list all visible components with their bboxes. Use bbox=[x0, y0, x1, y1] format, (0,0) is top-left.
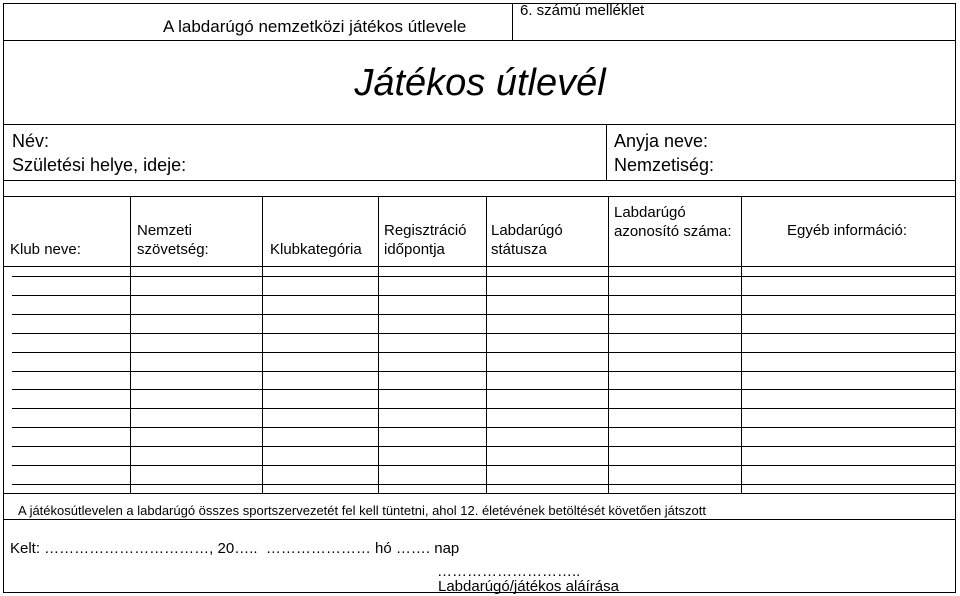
header-other-info: Egyéb információ: bbox=[787, 222, 908, 239]
header-club-category: Klubkategória bbox=[270, 241, 362, 258]
table-row bbox=[12, 314, 956, 315]
personal-split bbox=[606, 124, 607, 180]
column-divider bbox=[130, 196, 131, 493]
column-divider bbox=[741, 196, 742, 493]
table-header-line bbox=[3, 266, 956, 267]
nationality-label: Nemzetiség: bbox=[614, 155, 715, 175]
header-national-federation: Nemzeti szövetség: bbox=[137, 222, 209, 258]
table-bottom-line bbox=[3, 493, 956, 494]
table-row bbox=[12, 333, 956, 334]
header-divider bbox=[3, 40, 956, 41]
table-row bbox=[12, 295, 956, 296]
table-row bbox=[12, 484, 956, 485]
annex-label: 6. számú melléklet bbox=[520, 2, 645, 19]
footer-note: A játékosútlevelen a labdarúgó összes sportszervezetét fel kell tüntetni, ahol 12. életévének betöltését követően játszott bbox=[18, 503, 706, 518]
document-subject: A labdarúgó nemzetközi játékos útlevele bbox=[163, 17, 467, 36]
column-divider bbox=[262, 196, 263, 493]
page-title: Játékos útlevél bbox=[354, 62, 606, 104]
signature-label: Labdarúgó/játékos aláírása bbox=[438, 578, 619, 595]
table-row bbox=[12, 427, 956, 428]
date-line: Kelt: ……………………………, 20….. ………………… hó ……. nap bbox=[10, 540, 460, 557]
personal-top-line bbox=[3, 124, 956, 125]
birth-label: Születési helye, ideje: bbox=[12, 155, 187, 175]
mother-name-label: Anyja neve: bbox=[614, 131, 709, 151]
personal-bottom-line bbox=[3, 180, 956, 181]
signature-dots: ……………………….. bbox=[437, 563, 581, 580]
name-label: Név: bbox=[12, 131, 50, 151]
table-row bbox=[12, 465, 956, 466]
header-player-status: Labdarúgó státusza bbox=[491, 222, 563, 258]
table-row bbox=[12, 408, 956, 409]
note-bottom-line bbox=[3, 519, 956, 520]
header-split bbox=[512, 3, 513, 40]
table-row bbox=[12, 371, 956, 372]
table-row bbox=[12, 276, 956, 277]
table-top-line bbox=[3, 196, 956, 197]
table-row bbox=[12, 446, 956, 447]
table-row bbox=[12, 389, 956, 390]
header-player-id: Labdarúgó azonosító száma: bbox=[614, 204, 732, 240]
column-divider bbox=[378, 196, 379, 493]
header-club-name: Klub neve: bbox=[10, 241, 81, 258]
table-row bbox=[12, 352, 956, 353]
header-registration-date: Regisztráció időpontja bbox=[384, 222, 467, 258]
column-divider bbox=[608, 196, 609, 493]
column-divider bbox=[486, 196, 487, 493]
